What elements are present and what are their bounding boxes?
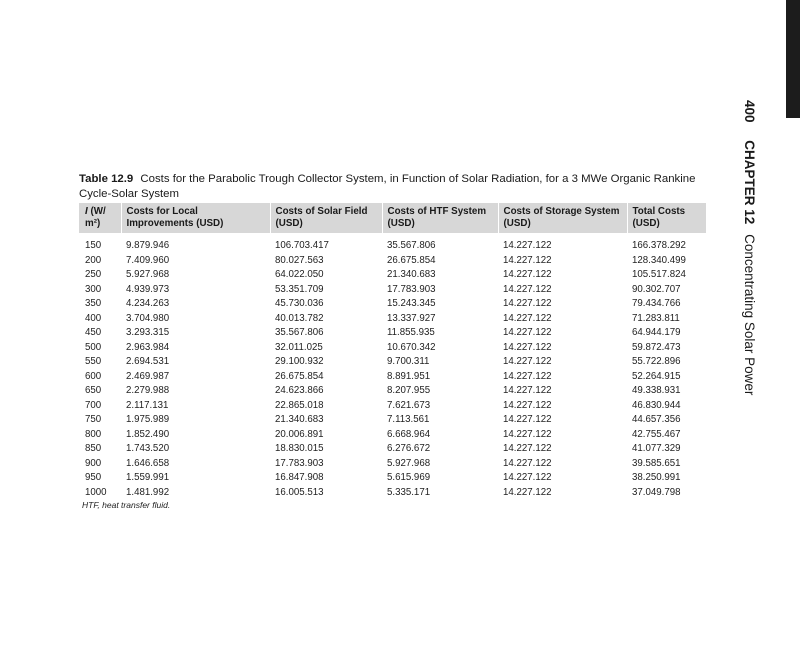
htf-system-cell: 9.700.311	[387, 356, 430, 367]
local-improvements-cell: 1.852.490	[126, 428, 170, 440]
irradiance-cell: 500	[85, 341, 102, 353]
table-row	[79, 399, 706, 414]
total-costs-cell: 46.830.944	[632, 399, 681, 411]
storage-system-cell: 14.227.122	[503, 254, 552, 266]
total-costs-cell: 64.944.179	[632, 327, 681, 338]
irradiance-cell: 550	[85, 356, 102, 367]
local-improvements-cell: 3.704.980	[126, 312, 170, 324]
table-row	[79, 442, 706, 457]
htf-system-cell: 8.891.951	[387, 370, 431, 382]
chapter-label: CHAPTER 12	[742, 140, 757, 225]
total-costs-cell: 44.657.356	[632, 414, 681, 425]
table-row	[79, 370, 706, 385]
table-row	[79, 297, 706, 312]
table-label: Table 12.9	[79, 173, 134, 185]
solar-field-cell: 16.847.908	[275, 472, 324, 483]
solar-field-cell: 21.340.683	[275, 414, 324, 425]
storage-system-cell: 14.227.122	[503, 283, 552, 295]
chapter-title: Concentrating Solar Power	[742, 234, 757, 396]
htf-system-cell: 10.670.342	[387, 341, 436, 353]
local-improvements-cell: 1.743.520	[126, 443, 170, 454]
total-costs-cell: 59.872.473	[632, 341, 681, 353]
storage-system-cell: 14.227.122	[503, 443, 552, 454]
htf-system-cell: 15.243.345	[387, 298, 436, 309]
table-header	[79, 203, 706, 233]
htf-system-cell: 5.335.171	[387, 486, 431, 498]
table-row	[79, 355, 706, 370]
irradiance-cell: 350	[85, 298, 102, 309]
irradiance-cell: 250	[85, 269, 102, 280]
solar-field-cell: 18.830.015	[275, 443, 324, 454]
irradiance-cell: 700	[85, 399, 102, 411]
storage-system-cell: 14.227.122	[503, 385, 552, 396]
total-costs-cell: 41.077.329	[632, 443, 681, 454]
table-footnote: HTF, heat transfer fluid.	[82, 500, 171, 510]
storage-system-cell: 14.227.122	[503, 341, 552, 353]
table-row	[79, 413, 706, 428]
storage-system-cell: 14.227.122	[503, 399, 552, 411]
table-row	[79, 341, 706, 356]
htf-system-cell: 11.855.935	[387, 327, 435, 338]
storage-system-cell: 14.227.122	[503, 457, 552, 469]
local-improvements-cell: 4.939.973	[126, 283, 170, 295]
htf-system-cell: 5.615.969	[387, 472, 431, 483]
storage-system-cell: 14.227.122	[503, 312, 552, 324]
header-total-costs: Total Costs (USD)	[627, 203, 706, 233]
total-costs-cell: 166.378.292	[632, 240, 686, 251]
irradiance-cell: 900	[85, 457, 102, 469]
solar-field-cell: 80.027.563	[275, 254, 324, 266]
irradiance-cell: 950	[85, 472, 102, 483]
local-improvements-cell: 1.975.989	[126, 414, 170, 425]
total-costs-cell: 55.722.896	[632, 356, 681, 367]
irradiance-cell: 200	[85, 254, 102, 266]
total-costs-cell: 38.250.991	[632, 472, 681, 483]
local-improvements-cell: 2.117.131	[126, 399, 169, 411]
storage-system-cell: 14.227.122	[503, 356, 552, 367]
local-improvements-cell: 1.481.992	[126, 486, 170, 498]
total-costs-cell: 105.517.824	[632, 269, 686, 280]
total-costs-cell: 52.264.915	[632, 370, 681, 382]
local-improvements-cell: 1.559.991	[126, 472, 170, 483]
table-row	[79, 384, 706, 399]
htf-system-cell: 5.927.968	[387, 457, 431, 469]
header-htf-system: Costs of HTF System (USD)	[382, 203, 498, 233]
htf-system-cell: 13.337.927	[387, 312, 436, 324]
table-row	[79, 268, 706, 283]
htf-system-cell: 35.567.806	[387, 240, 436, 251]
solar-field-cell: 22.865.018	[275, 399, 324, 411]
table-body	[79, 233, 706, 500]
local-improvements-cell: 1.646.658	[126, 457, 170, 469]
solar-field-cell: 53.351.709	[275, 283, 324, 295]
local-improvements-cell: 2.469.987	[126, 370, 170, 382]
solar-field-cell: 40.013.782	[275, 312, 324, 324]
header-solar-field: Costs of Solar Field (USD)	[270, 203, 382, 233]
total-costs-cell: 42.755.467	[632, 428, 681, 440]
solar-field-cell: 20.006.891	[275, 428, 324, 440]
solar-field-cell: 45.730.036	[275, 298, 324, 309]
total-costs-cell: 39.585.651	[632, 457, 681, 469]
table-row	[79, 326, 706, 341]
total-costs-cell: 71.283.811	[632, 312, 680, 324]
header-storage-system: Costs of Storage System (USD)	[498, 203, 627, 233]
running-head	[742, 100, 757, 395]
irradiance-cell: 1000	[85, 486, 107, 498]
local-improvements-cell: 2.963.984	[126, 341, 170, 353]
header-irradiance: I (W/ m²)	[79, 203, 121, 233]
table-row	[79, 471, 706, 486]
local-improvements-cell: 2.694.531	[126, 356, 170, 367]
irradiance-cell: 650	[85, 385, 102, 396]
irradiance-cell: 800	[85, 428, 102, 440]
table-row	[79, 233, 706, 254]
irradiance-cell: 600	[85, 370, 102, 382]
htf-system-cell: 8.207.955	[387, 385, 431, 396]
total-costs-cell: 49.338.931	[632, 385, 681, 396]
page-edge-marker	[786, 0, 800, 118]
solar-field-cell: 29.100.932	[275, 356, 324, 367]
total-costs-cell: 79.434.766	[632, 298, 681, 309]
htf-system-cell: 7.621.673	[387, 399, 431, 411]
storage-system-cell: 14.227.122	[503, 472, 552, 483]
storage-system-cell: 14.227.122	[503, 269, 552, 280]
irradiance-cell: 450	[85, 327, 102, 338]
irradiance-cell: 850	[85, 443, 102, 454]
header-local-improvements: Costs for Local Improvements (USD)	[121, 203, 270, 233]
local-improvements-cell: 5.927.968	[126, 269, 170, 280]
storage-system-cell: 14.227.122	[503, 240, 552, 251]
storage-system-cell: 14.227.122	[503, 327, 552, 338]
table-row	[79, 254, 706, 269]
cost-table	[79, 203, 706, 500]
table-caption	[79, 172, 719, 201]
storage-system-cell: 14.227.122	[503, 298, 552, 309]
table-row	[79, 428, 706, 443]
solar-field-cell: 16.005.513	[275, 486, 324, 498]
storage-system-cell: 14.227.122	[503, 414, 552, 425]
irradiance-cell: 300	[85, 283, 102, 295]
irradiance-cell: 750	[85, 414, 102, 425]
solar-field-cell: 32.011.025	[275, 341, 323, 353]
table-row	[79, 312, 706, 327]
htf-system-cell: 7.113.561	[387, 414, 430, 425]
solar-field-cell: 35.567.806	[275, 327, 324, 338]
solar-field-cell: 24.623.866	[275, 385, 324, 396]
storage-system-cell: 14.227.122	[503, 428, 552, 440]
storage-system-cell: 14.227.122	[503, 486, 552, 498]
total-costs-cell: 128.340.499	[632, 254, 686, 266]
table-caption-text: Costs for the Parabolic Trough Collector System, in Function of Solar Radiation, for a 3 MWe Organic Rankine Cycle-Solar System	[79, 173, 696, 200]
htf-system-cell: 17.783.903	[387, 283, 436, 295]
table-row	[79, 283, 706, 298]
local-improvements-cell: 4.234.263	[126, 298, 170, 309]
local-improvements-cell: 7.409.960	[126, 254, 170, 266]
table-row	[79, 457, 706, 472]
cost-table-container	[79, 203, 706, 500]
solar-field-cell: 26.675.854	[275, 370, 324, 382]
htf-system-cell: 6.276.672	[387, 443, 431, 454]
storage-system-cell: 14.227.122	[503, 370, 552, 382]
table-row	[79, 486, 706, 501]
htf-system-cell: 6.668.964	[387, 428, 431, 440]
irradiance-cell: 150	[85, 240, 102, 251]
solar-field-cell: 17.783.903	[275, 457, 324, 469]
page-number: 400	[742, 100, 757, 123]
irradiance-cell: 400	[85, 312, 102, 324]
total-costs-cell: 90.302.707	[632, 283, 681, 295]
local-improvements-cell: 9.879.946	[126, 240, 170, 251]
total-costs-cell: 37.049.798	[632, 486, 681, 498]
htf-system-cell: 21.340.683	[387, 269, 436, 280]
solar-field-cell: 106.703.417	[275, 240, 329, 251]
solar-field-cell: 64.022.050	[275, 269, 324, 280]
local-improvements-cell: 3.293.315	[126, 327, 170, 338]
local-improvements-cell: 2.279.988	[126, 385, 170, 396]
htf-system-cell: 26.675.854	[387, 254, 436, 266]
header-row	[79, 203, 706, 233]
